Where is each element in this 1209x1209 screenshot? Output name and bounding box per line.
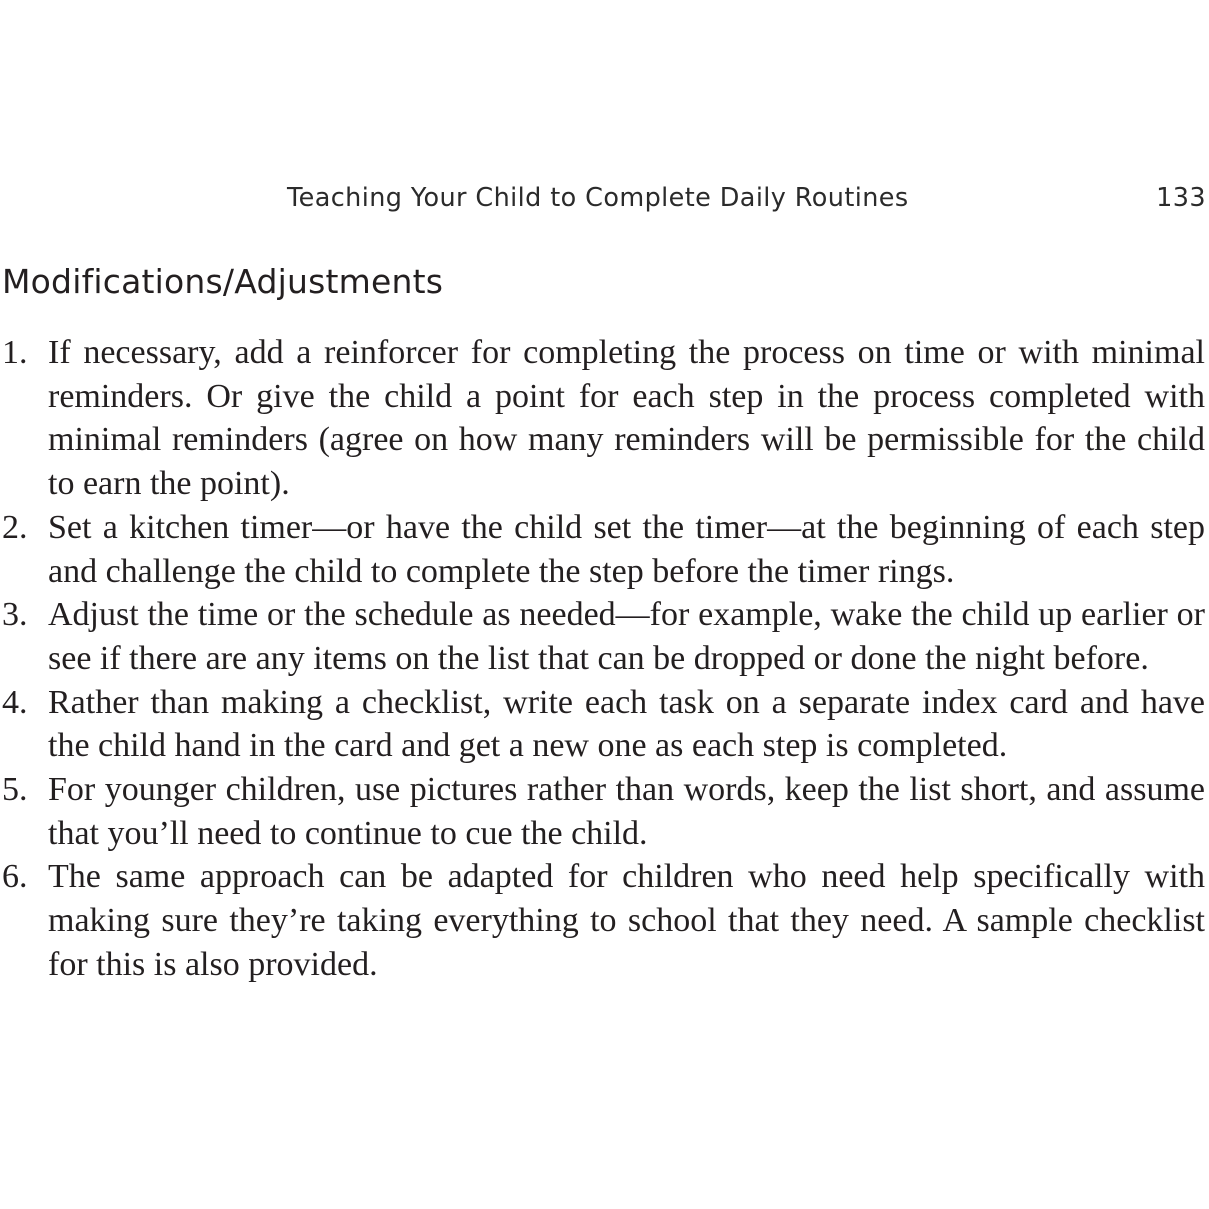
list-item-number: 1. bbox=[2, 334, 28, 371]
list-item-number: 3. bbox=[2, 596, 28, 634]
page-number: 133 bbox=[1156, 183, 1206, 213]
running-head bbox=[0, 183, 1206, 219]
running-title: Teaching Your Child to Complete Daily Routines bbox=[287, 183, 909, 213]
list-item-text: Adjust the time or the schedule as needed—for example, wake the child up earlier or see if there are any items on the list that can be dropped or done the night before. bbox=[48, 596, 1205, 677]
list-item-number: 2. bbox=[2, 508, 28, 546]
list-item bbox=[0, 855, 1205, 986]
list-item-text: Set a kitchen timer—or have the child set the timer—at the beginning of each step and challenge the child to complete the step before the timer rings. bbox=[48, 508, 1205, 590]
list-item-number: 6. bbox=[2, 858, 28, 896]
list-item bbox=[0, 681, 1205, 768]
list-item bbox=[0, 768, 1205, 855]
list-item-text: If necessary, add a reinforcer for completing the process on time or with minimal reminders. Or give the child a point for each step in the process completed with minimal reminders (agree on how many reminders will be permissible for the child to earn the point). bbox=[48, 334, 1205, 503]
section-heading: Modifications/Adjustments bbox=[2, 262, 444, 301]
list-item bbox=[0, 593, 1205, 680]
list-item bbox=[0, 506, 1205, 593]
numbered-list bbox=[0, 331, 1205, 987]
list-item-number: 5. bbox=[2, 771, 28, 809]
list-item-text: For younger children, use pictures rather than words, keep the list short, and assume that you’ll need to continue to cue the child. bbox=[48, 771, 1205, 852]
list-item-number: 4. bbox=[2, 683, 28, 721]
list-item-text: Rather than making a checklist, write each task on a separate index card and have the child hand in the card and get a new one as each step is completed. bbox=[48, 683, 1205, 765]
list-item-text: The same approach can be adapted for children who need help specifically with making sure they’re taking everything to school that they need. A sample checklist for this is also provided. bbox=[48, 858, 1205, 983]
list-item bbox=[0, 331, 1205, 506]
